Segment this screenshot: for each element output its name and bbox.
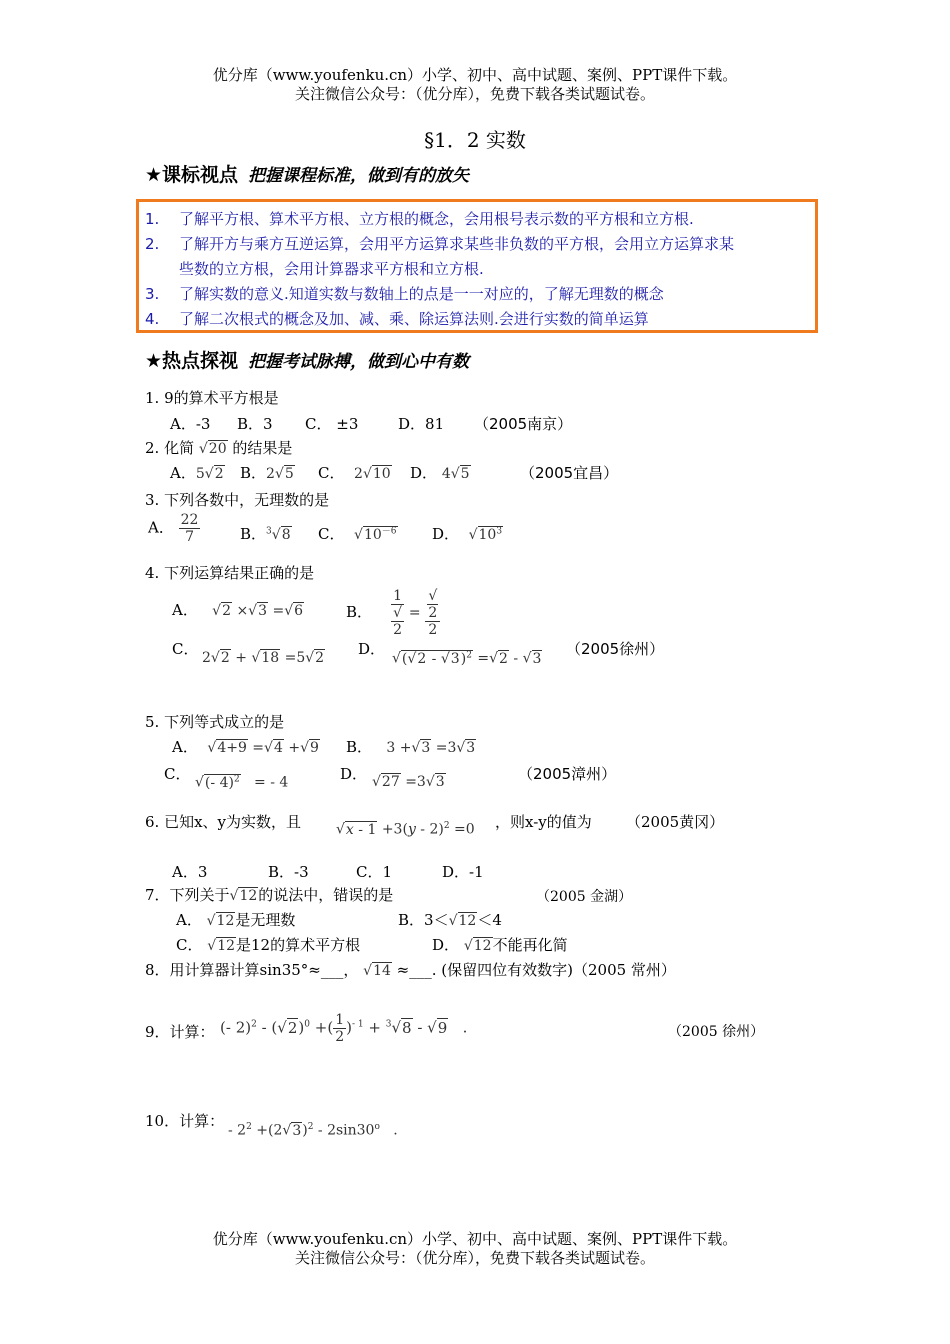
question-10-stem: 10．计算：	[145, 1112, 225, 1130]
radicand: 5	[460, 466, 470, 482]
radical-expression: √14	[363, 963, 391, 979]
question-3-option-b	[240, 523, 292, 544]
question-2-option-a	[170, 462, 225, 483]
objective-item	[145, 283, 664, 304]
fraction: √ 2 2	[425, 588, 440, 638]
section-subtitle: 把握考试脉搏，做到心中有数	[248, 352, 470, 372]
radicand: 10	[363, 527, 382, 543]
question-1-option-c: C． ±3	[305, 415, 359, 433]
question-5-option-a	[172, 736, 320, 757]
option-label: A．	[172, 738, 198, 756]
question-5-source: （2005漳州）	[518, 765, 617, 783]
stem-text: 的说法中，错误的是	[258, 886, 394, 904]
question-7-stem	[145, 884, 393, 905]
coefficient: 2	[354, 466, 363, 482]
radical-expression: √12	[229, 888, 258, 904]
option-math: √12	[463, 938, 492, 954]
question-4-option-d-label: D．	[358, 640, 386, 658]
question-5-stem: 5. 下列等式成立的是	[145, 713, 285, 731]
question-4-option-b: B． 1 √ 2 = √ 2 2	[346, 588, 440, 638]
option-text: 不能再化简	[492, 936, 568, 954]
question-6-equation: √x - 1 +3(y - 2)$^2$ =0	[336, 821, 475, 838]
stem-text: 7．下列关于	[145, 886, 230, 904]
coefficient: 2	[266, 466, 275, 482]
radicand: 5	[284, 466, 294, 482]
radicand: 10	[478, 527, 497, 543]
stem-text: ≈___. (保留四位有效数字)（2005 常州）	[396, 961, 676, 979]
exponent: 3	[496, 526, 503, 537]
question-1-option-d: D．81	[398, 415, 445, 433]
section-heading-text: ★热点探视	[145, 350, 239, 372]
question-8-stem	[145, 959, 676, 980]
question-3-option-c	[318, 523, 398, 544]
radicand: 2	[214, 466, 224, 482]
question-6-stem: 6. 已知x、y为实数，且	[145, 813, 302, 831]
option-text: 是12的算术平方根	[236, 936, 361, 954]
radical-expression: √20	[198, 441, 227, 457]
radicand: 8	[281, 527, 291, 543]
radicand-group	[363, 526, 398, 543]
question-5-option-d-label: D．	[340, 765, 368, 783]
page-title: §1．2 实数	[424, 128, 526, 152]
coefficient: 4	[441, 466, 451, 482]
question-4-option-c-label: C．	[172, 640, 199, 658]
question-1-option-b: B．3	[237, 415, 273, 433]
footer-line-2: 关注微信公众号：（优分库），免费下载各类试题试卷。	[294, 1249, 655, 1267]
option-math: $^3$√8	[266, 526, 291, 543]
option-label: D．	[432, 525, 460, 543]
option-label: D．	[410, 464, 438, 482]
coefficient: 5	[195, 466, 205, 482]
question-2-option-d	[410, 462, 471, 483]
question-7-option-b	[398, 909, 502, 930]
section-heading-text: ★课标视点	[145, 164, 239, 186]
option-math: 3 +√3 =3√3	[386, 740, 476, 756]
option-math: 4√5	[441, 466, 470, 482]
stem-text: 2. 化简	[145, 439, 195, 457]
option-label: A．	[148, 518, 174, 537]
question-4-option-c: 2√2 + √18 =5√2	[202, 650, 325, 666]
radicand: 14	[373, 963, 391, 979]
question-9-source: （2005 徐州）	[668, 1024, 765, 1040]
footer-line-1: 优分库（www.youfenku.cn）小学、初中、高中试题、案例、PPT课件下载。	[212, 1230, 738, 1248]
objective-item	[145, 208, 694, 229]
option-label: B．3＜	[398, 911, 449, 929]
question-10-expression: - $2^2 +(2√3)^2 - 2\sin 30^o$ .	[228, 1122, 398, 1139]
question-3-option-d	[432, 523, 503, 544]
question-5-option-d: √27 =3√3	[372, 774, 445, 790]
option-label: C．	[318, 525, 345, 543]
root-index: 3	[266, 526, 272, 537]
objective-item	[145, 308, 649, 329]
question-2-source: （2005宜昌）	[520, 464, 619, 482]
section-heading-curriculum	[145, 160, 469, 187]
radicand: 20	[208, 441, 227, 457]
objective-text: 了解二次根式的概念及加、减、乘、除运算法则.会进行实数的简单运算	[179, 310, 649, 328]
question-1-stem: 1. 9的算术平方根是	[145, 389, 279, 407]
question-3-option-a	[148, 512, 200, 545]
radicand: 10	[372, 466, 391, 482]
radicand: 12	[239, 888, 258, 904]
option-math: √4+9 =√4 +√9	[207, 740, 319, 756]
question-1-option-a: A．-3	[170, 415, 211, 433]
option-math: √12	[207, 938, 236, 954]
question-4-stem: 4. 下列运算结果正确的是	[145, 564, 315, 582]
stem-text: 的结果是	[232, 439, 293, 457]
question-4-option-d: √(√2 - √3)$^2$ =√2 - √3	[392, 650, 542, 667]
question-7-option-a	[176, 909, 295, 930]
header-line-2: 关注微信公众号：（优分库），免费下载各类试题试卷。	[294, 85, 655, 103]
header-line-1: 优分库（www.youfenku.cn）小学、初中、高中试题、案例、PPT课件下载。	[212, 66, 738, 84]
objective-text: 了解开方与乘方互逆运算，会用平方运算求某些非负数的平方根，会用立方运算求某	[179, 235, 735, 253]
option-label: D．	[432, 936, 460, 954]
option-text: 是无理数	[235, 911, 296, 929]
option-text: ＜4	[477, 911, 502, 929]
question-9-stem: 9．计算：	[145, 1023, 215, 1041]
question-7-option-c	[176, 934, 360, 955]
objective-item	[145, 233, 734, 254]
numerator: 22	[180, 512, 199, 528]
option-label: C．	[318, 464, 345, 482]
question-2-stem	[145, 437, 292, 458]
question-9-expression: (- $2)^2 - (√2)^0$ +( $\frac{1}{2}$ )$^{- 1}$ + $^3$√8 - √9 .	[220, 1012, 468, 1045]
question-2-option-b	[240, 462, 295, 483]
fraction	[179, 512, 201, 545]
option-math: 2√10	[354, 466, 391, 482]
question-4-source: （2005徐州）	[566, 640, 665, 658]
objective-number: 2.	[145, 235, 160, 253]
option-math: √12	[448, 913, 477, 929]
fraction: 1 √ 2	[393, 588, 403, 638]
question-5-option-c-label: C．	[164, 765, 191, 783]
question-3-stem: 3. 下列各数中，无理数的是	[145, 491, 330, 509]
option-label: B．	[240, 525, 267, 543]
option-math: $√10^3$	[468, 526, 503, 543]
option-math: $√10^{-6}$	[354, 526, 397, 543]
objective-number: 4.	[145, 310, 160, 328]
question-5-option-b	[346, 736, 476, 757]
option-math: √2 ×√3 =√6	[212, 603, 304, 619]
option-label: A．	[172, 601, 198, 619]
question-6-option-a: A．3	[172, 863, 208, 881]
question-6-option-c: C．1	[356, 863, 393, 881]
question-5-option-c: √(- 4)$^2$ = - 4	[195, 774, 289, 791]
question-2-option-c	[318, 462, 392, 483]
question-6-stem-post: ，则x-y的值为	[495, 813, 592, 831]
radicand-group	[478, 526, 504, 543]
question-6-source: （2005黄冈）	[626, 813, 725, 831]
objective-text: 了解实数的意义.知道实数与数轴上的点是一一对应的，了解无理数的概念	[179, 285, 664, 303]
denominator: 7	[185, 529, 194, 545]
question-6-option-b: B．-3	[268, 863, 309, 881]
question-6-option-d: D．-1	[442, 863, 484, 881]
option-label: B．	[346, 603, 373, 621]
question-7-option-d	[432, 934, 568, 955]
objective-text: 了解平方根、算术平方根、立方根的概念，会用根号表示数的平方根和立方根.	[179, 210, 694, 228]
objective-number: 3.	[145, 285, 160, 303]
objective-number: 1.	[145, 210, 160, 228]
stem-text: 8．用计算器计算sin35°≈___，	[145, 961, 359, 979]
section-subtitle: 把握课程标准，做到有的放矢	[248, 166, 470, 186]
option-label: B．	[346, 738, 373, 756]
option-math: 2√5	[266, 466, 294, 482]
option-math: 5√2	[195, 466, 224, 482]
option-label: A．	[176, 911, 202, 929]
question-1-source: （2005南京）	[474, 415, 573, 433]
option-label: C．	[176, 936, 203, 954]
option-label: B．	[240, 464, 267, 482]
section-heading-hotspot	[145, 346, 469, 373]
option-math: √12	[206, 913, 235, 929]
question-4-option-a	[172, 599, 304, 620]
question-7-source: （2005 金湖）	[536, 889, 633, 905]
objective-continuation: 些数的立方根，会用计算器求平方根和立方根.	[179, 260, 484, 278]
exponent: －6	[381, 526, 397, 537]
option-label: A．	[170, 464, 196, 482]
